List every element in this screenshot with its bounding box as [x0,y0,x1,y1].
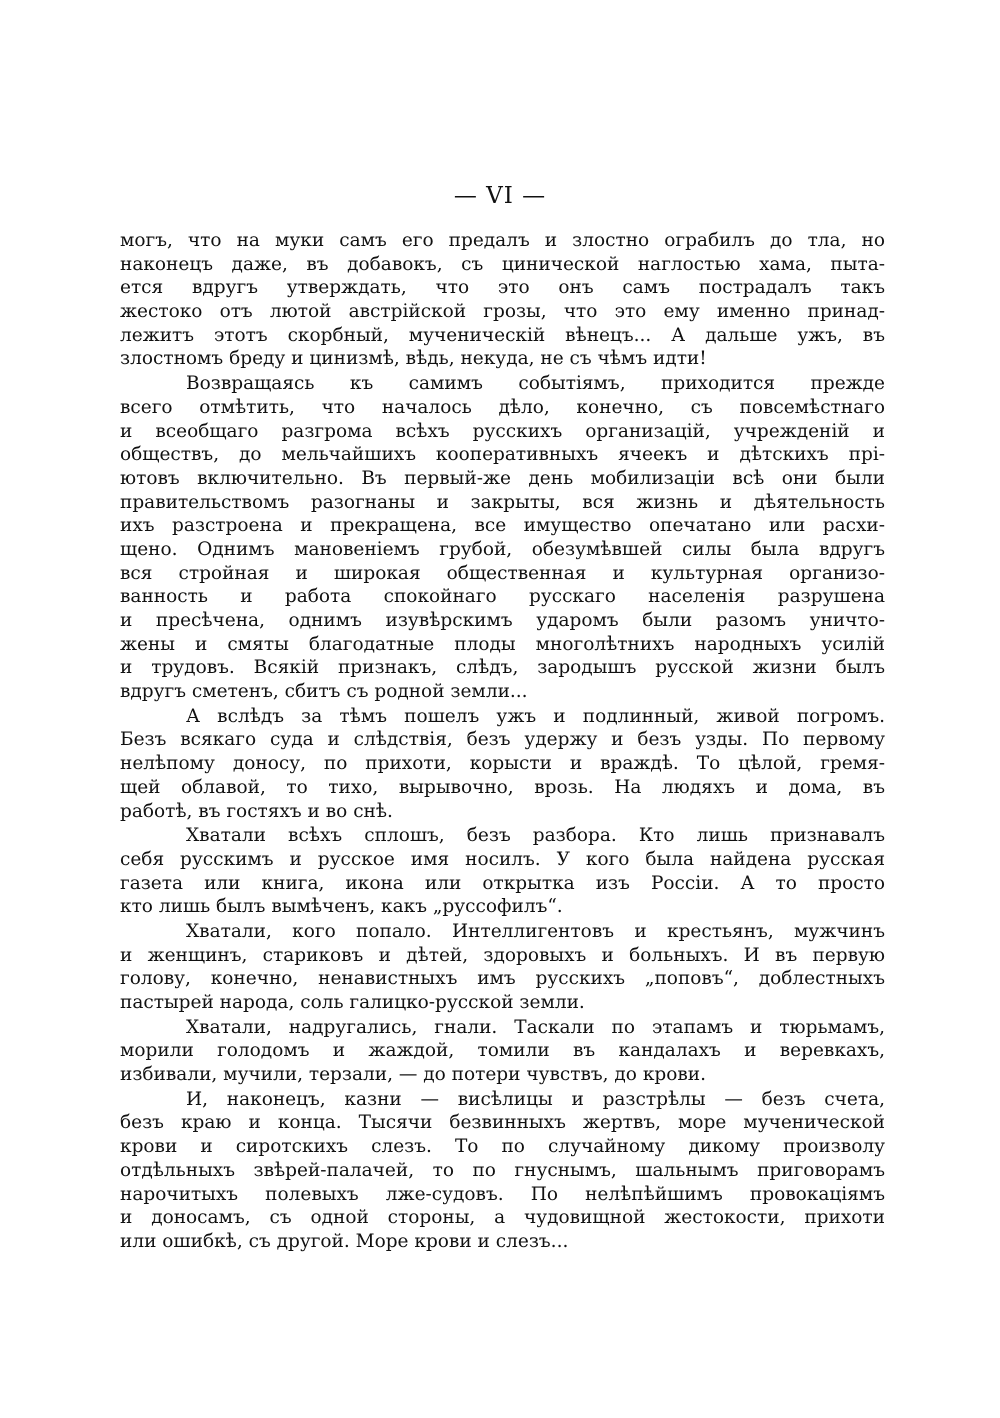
paragraph [120,1016,885,1087]
page-number: — VI — [453,183,547,209]
text-line: Хватали всѣхъ сплошъ, безъ разбора. Кто лишь признавалъ [186,825,885,847]
text-line: И, наконецъ, казни — висѣлицы и разстрѣлы — безъ счета, [186,1088,885,1110]
text-line: Хватали, надругались, гнали. Таскали по этапамъ и тюрьмамъ, [186,1016,885,1038]
text-line: вдругъ сметенъ, сбитъ съ родной земли... [120,681,528,703]
text-line: обществъ, до мельчайшихъ кооперативныхъ ячеекъ и дѣтскихъ прі- [120,444,885,466]
text-line: жестоко отъ лютой австрійской грозы, что это ему именно принад- [120,301,885,323]
text-line: ванность и работа спокойнаго русскаго населенія разрушена [120,586,885,608]
text-line: наконецъ даже, въ добавокъ, съ циничеcкой наглостью хама, пыта- [120,253,885,275]
text-line: всего отмѣтить, что началось дѣло, конечно, съ повсемѣстнаго [120,396,885,418]
paragraph [120,705,885,823]
text-line: злостномъ бреду и цинизмѣ, вѣдь, некуда, не съ чѣмъ идти! [120,348,707,370]
text-line: вся стройная и широкая общественная и культурная организо- [120,562,885,584]
text-line: щей облавой, то тихо, вырывочно, врозь. На людяхъ и дома, въ [120,776,885,798]
text-line: и женщинъ, стариковъ и дѣтей, здоровыхъ и больныхъ. И въ первую [120,944,885,966]
paragraph [120,229,885,371]
text-line: работѣ, въ гостяхъ и во снѣ. [120,800,393,822]
text-line: могъ, что на муки самъ его предалъ и злостно ограбилъ до тла, но [120,230,885,251]
text-line: пастырей народа, соль галицко-русской земли. [120,992,585,1013]
text-line: отдѣльныхъ звѣрей-палачей, то по гнуснымъ, шальнымъ приговорамъ [120,1159,885,1181]
text-line: правительствомъ разогнаны и закрыты, вся жизнь и дѣятельность [120,491,885,513]
text-line: избивали, мучили, терзали, — до потери чувствъ, до крови. [120,1064,706,1086]
text-line: и пресѣчена, однимъ изувѣрскимъ ударомъ были разомъ уничто- [120,610,885,631]
text-line: голову, конечно, ненавистныхъ имъ русскихъ „поповъ“, доблестныхъ [120,968,885,990]
text-line: и всеобщаго разгрома всѣхъ русскихъ организацій, учрежденій и [120,420,885,442]
text-line: крови и сиротскихъ слезъ. То по случайному дикому произволу [120,1136,885,1158]
paragraph [120,1088,885,1254]
text-line: нелѣпому доносу, по прихоти, корысти и враждѣ. То цѣлой, гремя- [120,753,885,775]
text-line: Безъ всякаго суда и слѣдствія, безъ удержу и безъ узды. По первому [120,729,885,751]
text-line: Возвращаясь къ самимъ событіямъ, приходится прежде [186,373,885,395]
text-line: кто лишь былъ вымѣченъ, какъ „руссофилъ“. [120,896,563,918]
text-line: лежитъ этотъ скорбный, мученическій вѣнецъ... А дальше ужъ, въ [120,324,885,346]
text-line: безъ краю и конца. Тысячи безвинныхъ жертвъ, море мученической [120,1112,885,1134]
text-line: газета или книга, икона или открытка изъ Россіи. А то просто [120,872,885,894]
text-line: себя русскимъ и русское имя носилъ. У кого была найдена русская [120,848,885,870]
body-text [120,229,885,1255]
text-line: ется вдругъ утверждать, что это онъ самъ пострадалъ такъ [120,277,885,299]
paragraph [120,920,885,1015]
text-line: и доносамъ, съ одной стороны, а чудовищной жестокости, прихоти [120,1207,885,1229]
text-line: жены и смяты благодатные плоды многолѣтнихъ народныхъ усилій [120,633,885,655]
text-line: морили голодомъ и жаждой, томили въ кандалахъ и веревкахъ, [120,1040,885,1062]
text-line: щено. Однимъ мановеніемъ грубой, обезумѣвшей силы была вдругъ [120,538,885,560]
text-line: Хватали, кого попало. Интеллигентовъ и крестьянъ, мужчинъ [186,920,885,942]
text-line: ихъ разстроена и прекращена, все имущество опечатано или расхи- [120,515,885,537]
text-line: и трудовъ. Всякій признакъ, слѣдъ, зародышъ русской жизни былъ [120,657,885,679]
paragraph [120,372,885,704]
paragraph [120,824,885,919]
text-line: ютовъ включительно. Въ первый-же день мобилизаціи всѣ они были [120,467,885,489]
text-line: нарочитыхъ полевыхъ лже-судовъ. По нелѣпѣйшимъ провокаціямъ [120,1183,885,1205]
text-line: А вслѣдъ за тѣмъ пошелъ ужъ и подлинный, живой погромъ. [186,705,885,727]
text-line: или ошибкѣ, съ другой. Море крови и слезъ... [120,1230,569,1252]
